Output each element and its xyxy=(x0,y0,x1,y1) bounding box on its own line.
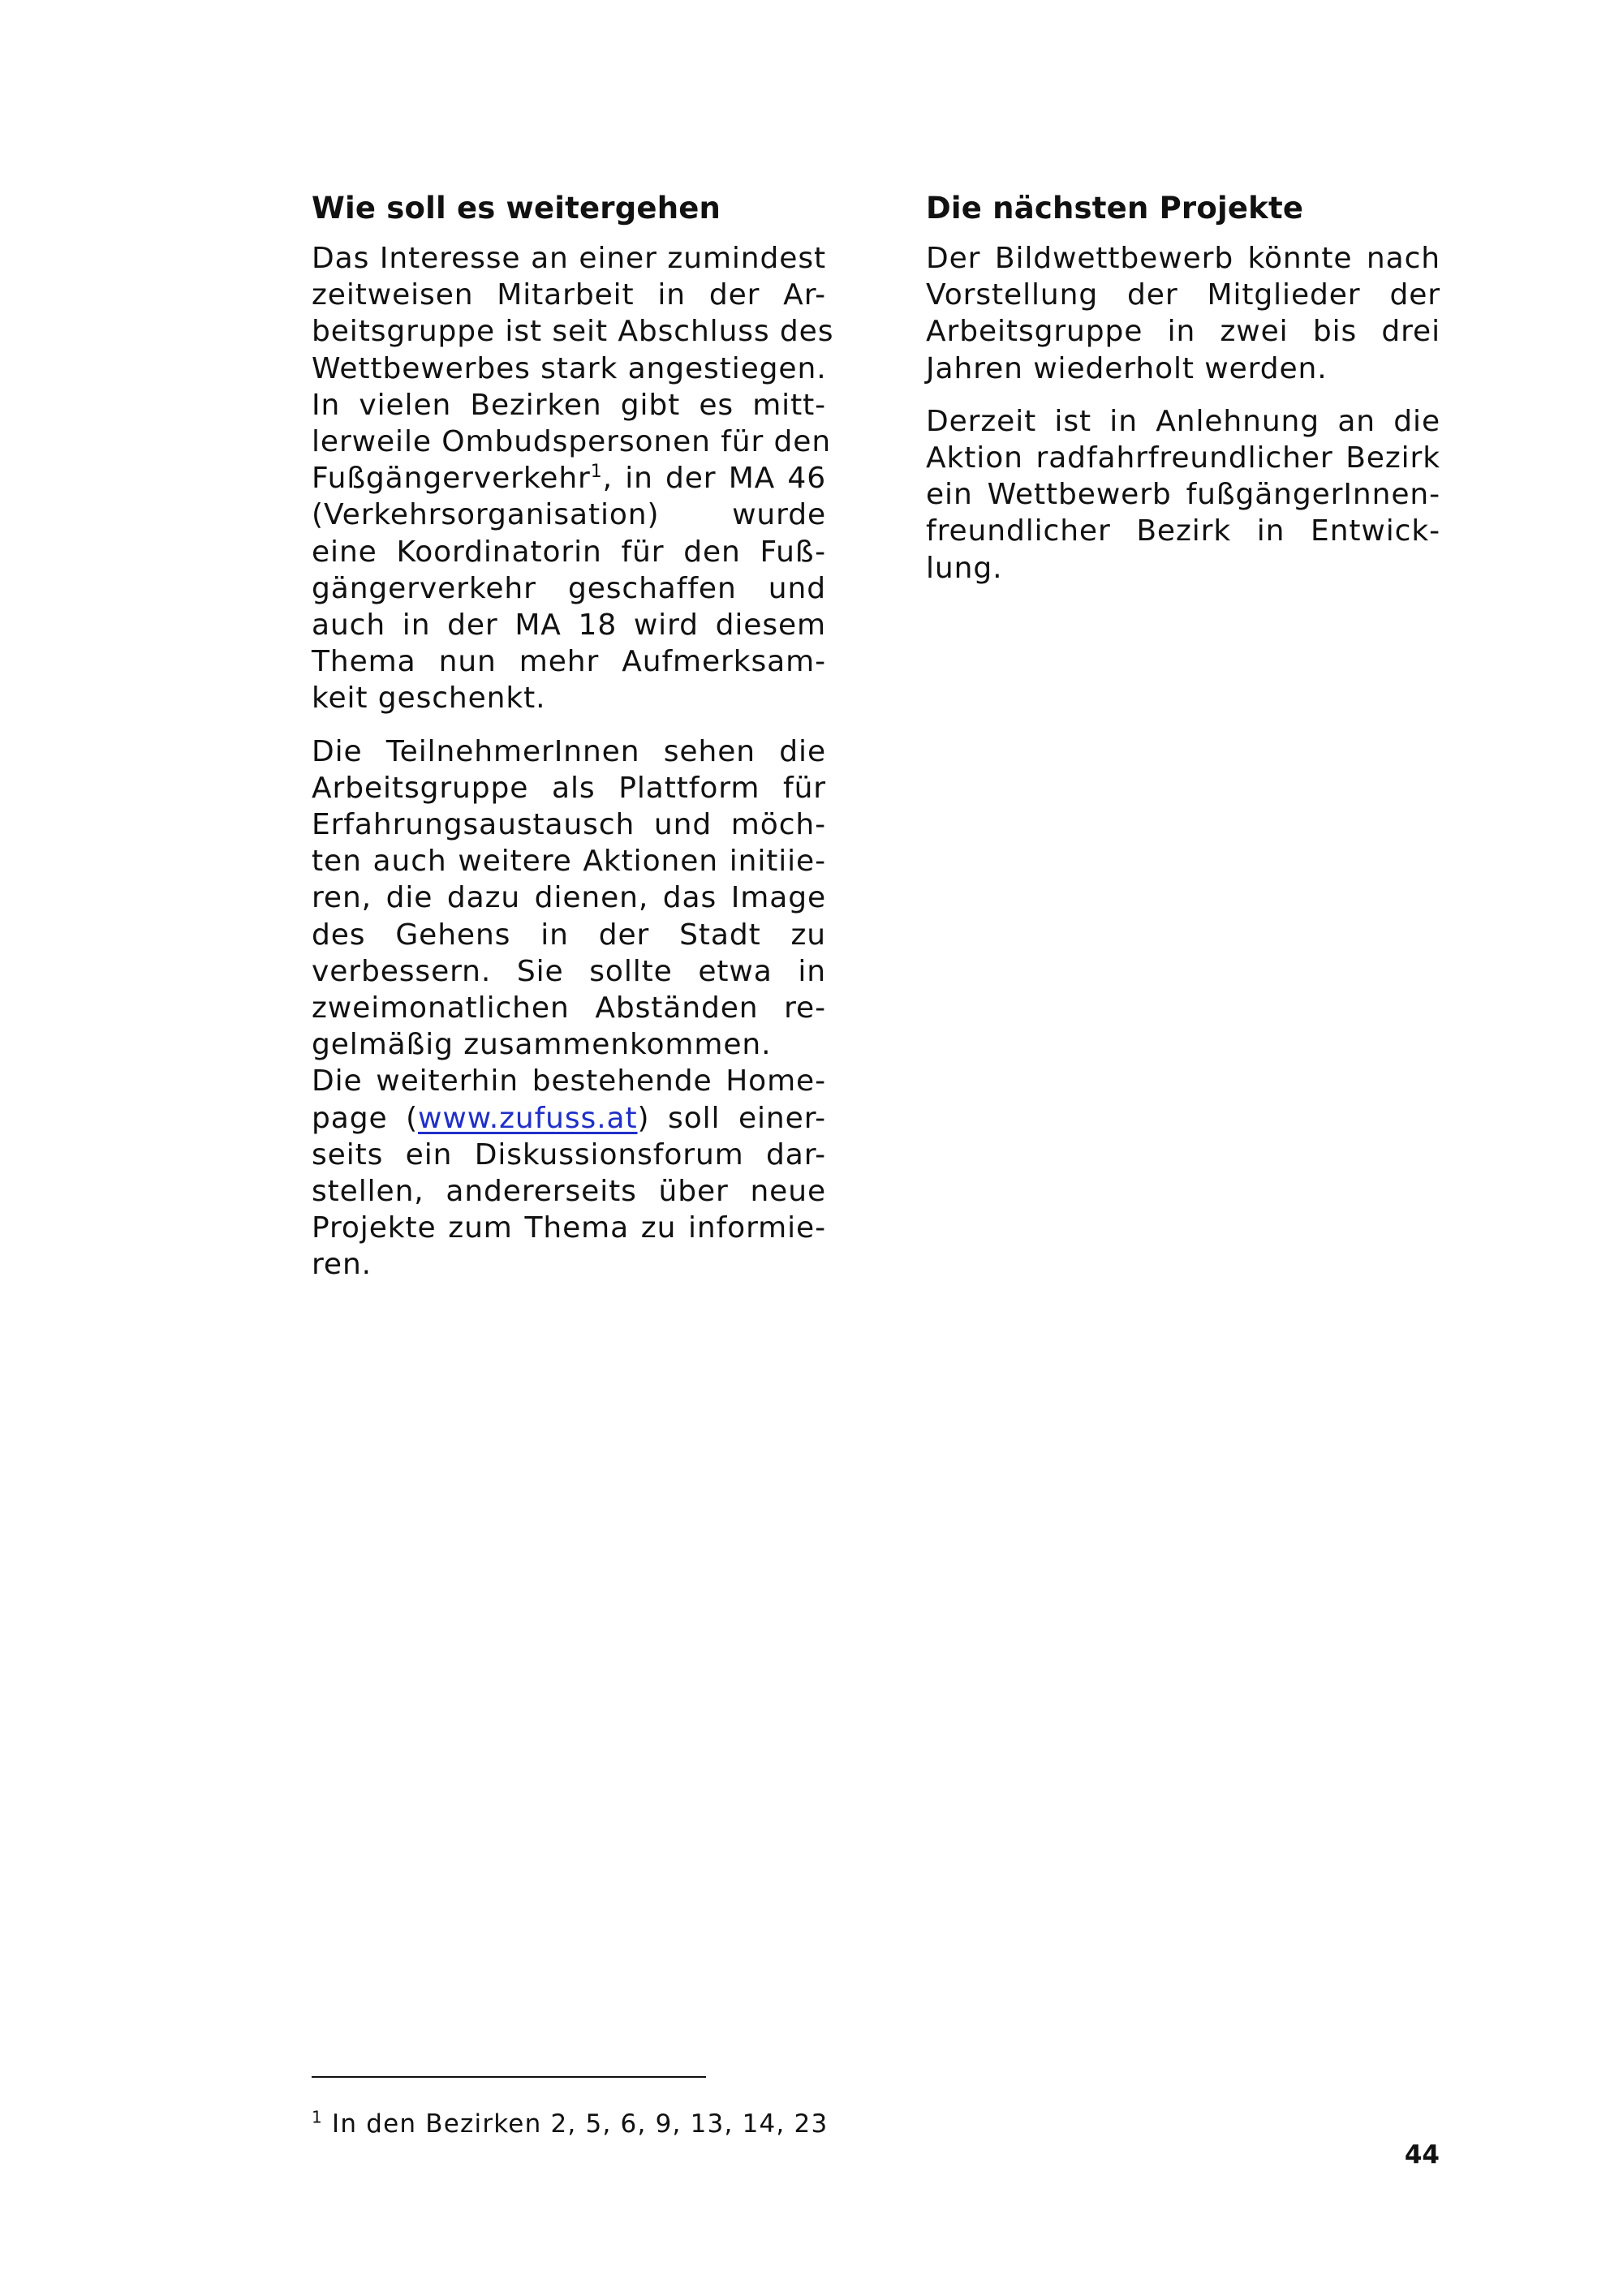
text-line: ten auch weitere Aktionen initiie- xyxy=(312,845,826,879)
text-fragment: page ( xyxy=(312,1101,419,1135)
text-line: Erfahrungsaustausch und möch- xyxy=(312,808,826,842)
text-fragment: , in der MA 46 xyxy=(602,462,826,496)
footnote-marker: 1 xyxy=(312,2107,323,2127)
text-line: Derzeit ist in Anlehnung an die xyxy=(926,404,1440,438)
text-fragment: Fußgängerverkehr xyxy=(312,462,591,496)
paragraph-bildwettbewerb xyxy=(926,240,1440,387)
text-line: des Gehens in der Stadt zu xyxy=(312,918,826,952)
text-line: Projekte zum Thema zu informie- xyxy=(312,1211,826,1245)
section-heading-projekte: Die nächsten Projekte xyxy=(926,191,1304,226)
text-line: stellen, andererseits über neue xyxy=(312,1175,826,1209)
text-line: Das Interesse an einer zumindest xyxy=(312,242,826,275)
text-line: Arbeitsgruppe als Plattform für xyxy=(312,771,826,805)
text-line: freundlicher Bezirk in Entwick- xyxy=(926,514,1440,548)
text-line: eine Koordinatorin für den Fuß- xyxy=(312,535,826,569)
text-line: seits ein Diskussionsforum dar- xyxy=(312,1137,826,1172)
text-line: ren, die dazu dienen, das Image xyxy=(312,881,826,915)
text-line: verbessern. Sie sollte etwa in xyxy=(312,954,826,988)
text-line: auch in der MA 18 wird diesem xyxy=(312,608,826,643)
text-fragment: ) soll einer- xyxy=(637,1101,826,1135)
paragraph-homepage xyxy=(312,1063,826,1283)
paragraph-teilnehmer xyxy=(312,733,826,1064)
text-line: zeitweisen Mitarbeit in der Ar- xyxy=(312,278,826,312)
footnote-reference: 1 xyxy=(590,462,603,483)
left-column xyxy=(312,188,834,1300)
text-line: In vielen Bezirken gibt es mitt- xyxy=(312,388,826,422)
text-line: Die weiterhin bestehende Home- xyxy=(312,1064,826,1099)
text-line: lerweile Ombudspersonen für den xyxy=(312,425,832,459)
footnote-text: In den Bezirken 2, 5, 6, 9, 13, 14, 23 xyxy=(332,2109,829,2139)
text-line: gängerverkehr geschaffen und xyxy=(312,571,826,605)
text-line: keit geschenkt. xyxy=(312,681,546,716)
homepage-link[interactable]: www.zufuss.at xyxy=(418,1101,638,1135)
text-line: Der Bildwettbewerb könnte nach xyxy=(926,242,1440,275)
text-line: Jahren wiederholt werden. xyxy=(926,351,1328,385)
footnote-divider xyxy=(312,2076,706,2078)
text-line: beitsgruppe ist seit Abschluss des xyxy=(312,315,834,349)
text-line: gelmäßig zusammenkommen. xyxy=(312,1028,772,1062)
footnote xyxy=(312,2108,828,2140)
paragraph-interesse xyxy=(312,240,834,717)
text-line: ein Wettbewerb fußgängerInnen- xyxy=(926,478,1440,512)
text-line xyxy=(312,1100,826,1137)
paragraph-derzeit xyxy=(926,403,1440,587)
text-line: (Verkehrsorganisation) wurde xyxy=(312,498,826,532)
text-line: Arbeitsgruppe in zwei bis drei xyxy=(926,315,1440,349)
right-column xyxy=(926,188,1440,603)
text-line: ren. xyxy=(312,1248,372,1282)
text-line: zweimonatlichen Abständen re- xyxy=(312,991,826,1025)
section-heading-weitergehen: Wie soll es weitergehen xyxy=(312,191,721,226)
text-line: Thema nun mehr Aufmerksam- xyxy=(312,645,826,679)
text-line xyxy=(312,460,826,497)
page-number: 44 xyxy=(1404,2140,1440,2169)
text-line: lung. xyxy=(926,551,1003,585)
text-line: Vorstellung der Mitglieder der xyxy=(926,278,1440,312)
text-line: Wettbewerbes stark angestiegen. xyxy=(312,351,827,385)
text-line: Die TeilnehmerInnen sehen die xyxy=(312,734,826,768)
text-line: Aktion radfahrfreundlicher Bezirk xyxy=(926,441,1440,475)
